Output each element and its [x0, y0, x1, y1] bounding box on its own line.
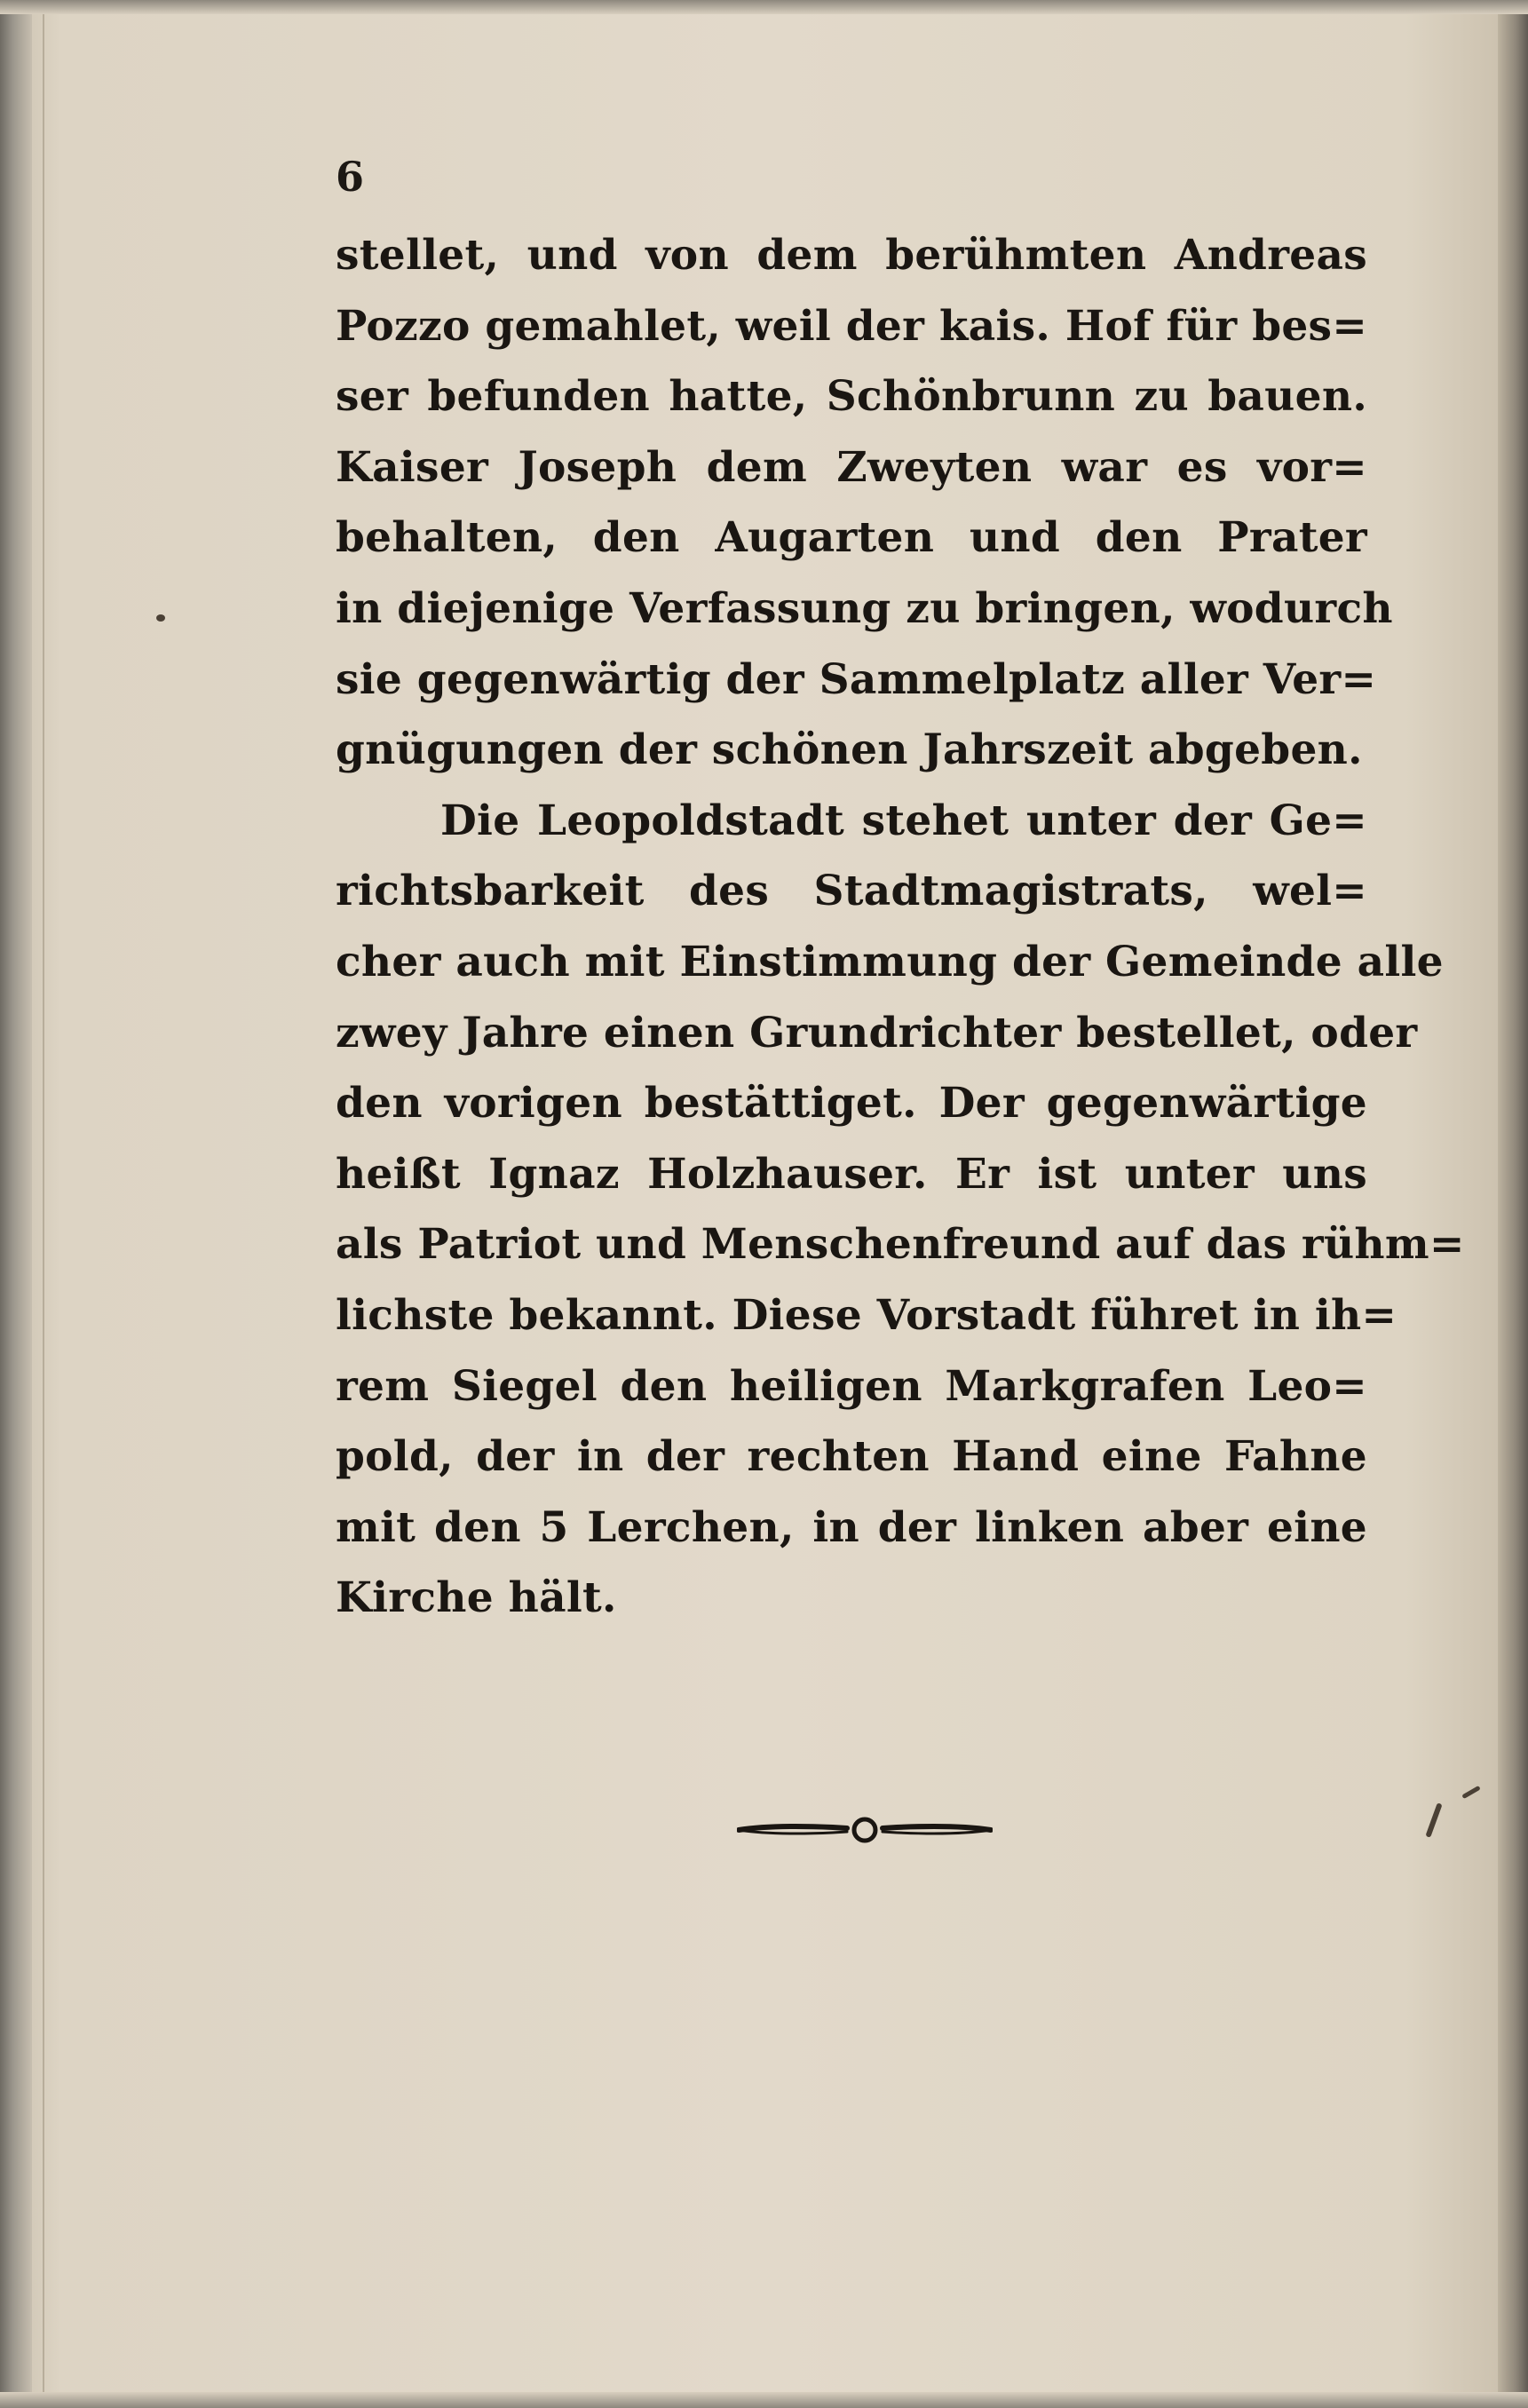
page-number: 6 [336, 153, 365, 201]
text-line: gnügungen der schönen Jahrszeit abgeben. [336, 725, 1363, 775]
text-line: Pozzo gemahlet, weil der kais. Hof für bes= [336, 301, 1367, 351]
page-edge-bottom [0, 2392, 1528, 2408]
page-edge-right [1498, 0, 1528, 2408]
text-line: lichste bekannt. Diese Vorstadt führet in ih= [336, 1290, 1397, 1340]
text-line: mit den 5 Lerchen, in der linken aber eine [336, 1502, 1367, 1552]
text-block [336, 220, 1465, 1634]
binding-edge-left [0, 0, 32, 2408]
gutter-line [43, 0, 44, 2408]
text-line: sie gegenwärtig der Sammelplatz aller Ver= [336, 654, 1377, 704]
text-line: als Patriot und Menschenfreund auf das rühm= [336, 1220, 1465, 1270]
text-line: ser befunden hatte, Schönbrunn zu bauen. [336, 372, 1367, 422]
text-line: behalten, den Augarten und den Prater [336, 513, 1367, 563]
text-line: Kirche hält. [336, 1573, 617, 1623]
text-line: pold, der in der rechten Hand eine Fahne [336, 1432, 1367, 1482]
text-line: den vorigen bestättiget. Der gegenwärtige [336, 1079, 1367, 1129]
page-edge-top [0, 0, 1528, 14]
text-line: stellet, und von dem berühmten Andreas [336, 231, 1367, 280]
end-ornament-icon [737, 1815, 993, 1845]
text-line: richtsbarkeit des Stadtmagistrats, wel= [336, 867, 1367, 916]
text-line: Kaiser Joseph dem Zweyten war es vor= [336, 442, 1367, 492]
text-line: rem Siegel den heiligen Markgrafen Leo= [336, 1361, 1367, 1411]
text-line: in diejenige Verfassung zu bringen, wodurch [336, 583, 1393, 633]
text-line: zwey Jahre einen Grundrichter bestellet, oder [336, 1008, 1418, 1057]
text-line: cher auch mit Einstimmung der Gemeinde alle [336, 937, 1444, 986]
text-line: heißt Ignaz Holzhauser. Er ist unter uns [336, 1149, 1367, 1199]
paper-speck [1461, 1786, 1481, 1799]
paper-speck [1425, 1802, 1442, 1838]
text-line: Die Leopoldstadt stehet unter der Ge= [440, 796, 1367, 845]
paper-speck [156, 614, 165, 622]
